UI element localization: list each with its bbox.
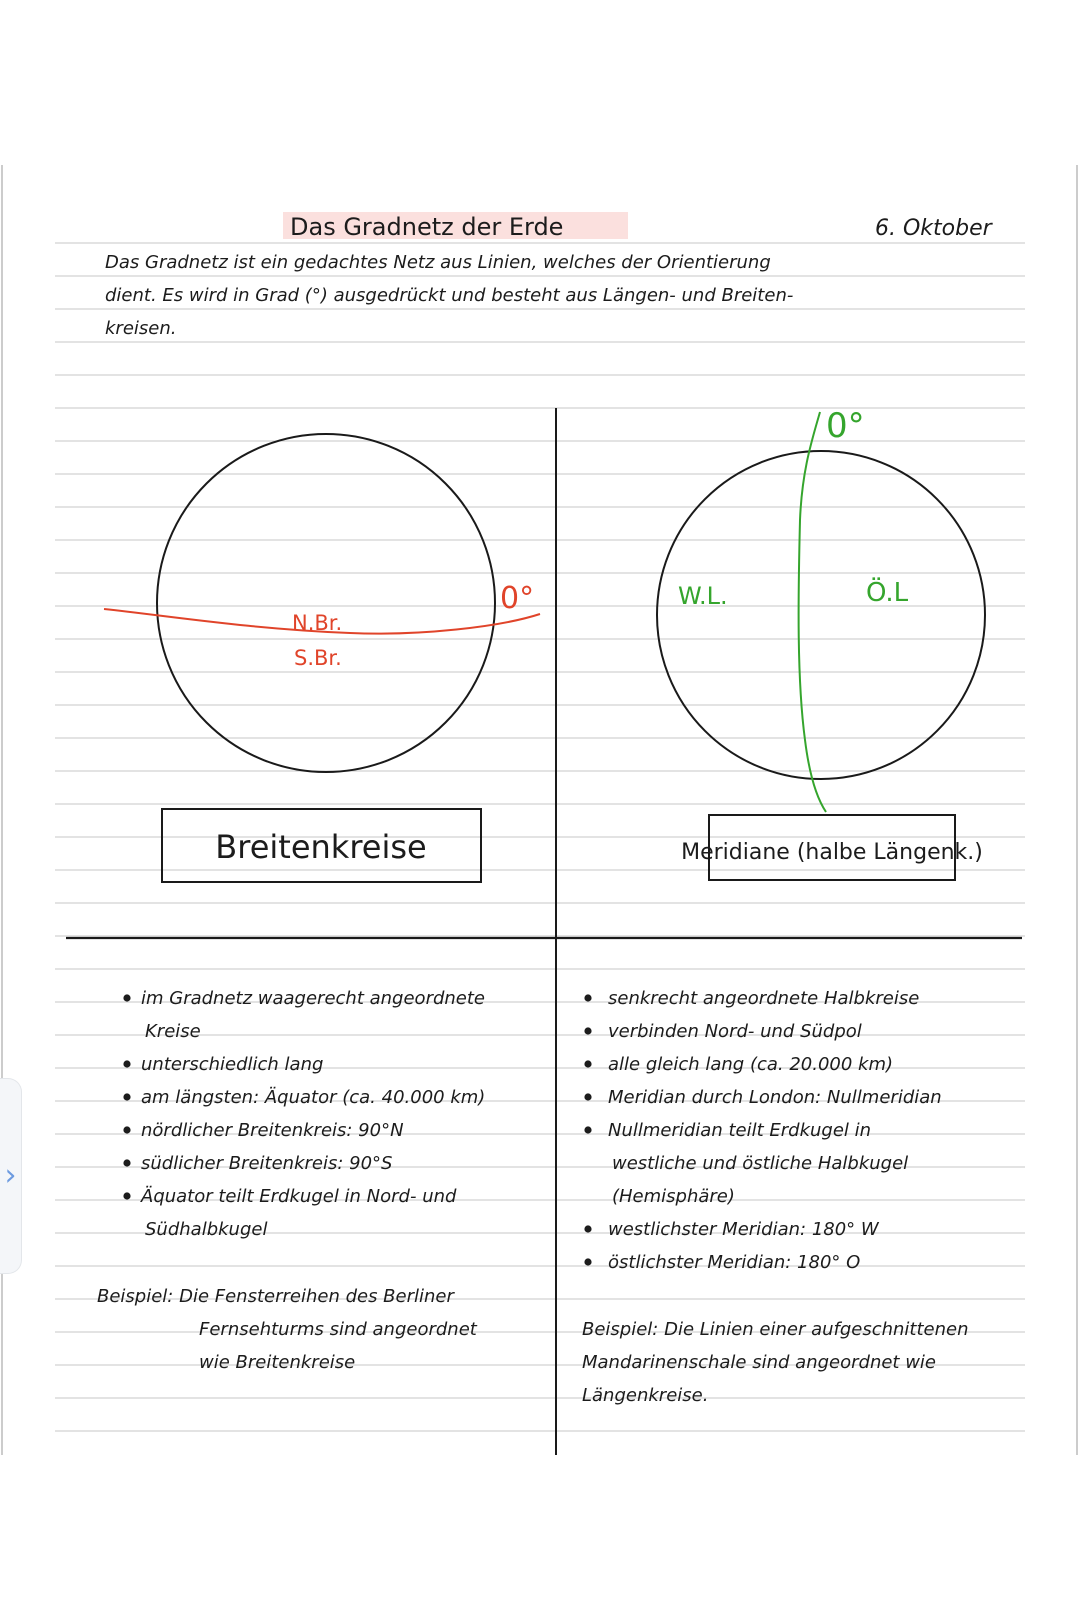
- west-longitude-label: W.L.: [678, 582, 728, 610]
- intro-line-1: Das Gradnetz ist ein gedachtes Netz aus Linien, welches der Orientierung: [105, 252, 771, 273]
- meridian-diagram: [657, 406, 985, 880]
- bullet-dot: [123, 1159, 130, 1166]
- meridian-fact-text: senkrecht angeordnete Halbkreise: [608, 988, 920, 1009]
- page-title: Das Gradnetz der Erde: [290, 213, 564, 241]
- bullet-dot: [123, 1126, 130, 1133]
- latitude-fact-text: Äquator teilt Erdkugel in Nord- und: [141, 1186, 457, 1207]
- intro-line-2: dient. Es wird in Grad (°) ausgedrückt und besteht aus Längen- und Breiten-: [105, 285, 794, 306]
- globe-left: [157, 434, 495, 772]
- latitude-fact-text: am längsten: Äquator (ca. 40.000 km): [141, 1087, 486, 1108]
- prime-meridian-line: [799, 412, 826, 812]
- latitude-example-line: Fernsehturms sind angeordnet: [199, 1319, 477, 1340]
- latitude-fact-text: nördlicher Breitenkreis: 90°N: [141, 1120, 404, 1141]
- bullet-dot: [584, 1225, 591, 1232]
- latitude-facts-list: [123, 988, 485, 1240]
- latitude-example-line: wie Breitenkreise: [199, 1352, 356, 1373]
- meridian-fact-text: Nullmeridian teilt Erdkugel in: [608, 1120, 872, 1141]
- ruled-lines: [55, 243, 1025, 1431]
- bullet-dot: [584, 1093, 591, 1100]
- meridian-fact-text: Meridian durch London: Nullmeridian: [608, 1087, 942, 1108]
- page-date: 6. Oktober: [875, 216, 992, 241]
- meridian-fact-text: westliche und östliche Halbkugel: [612, 1153, 909, 1174]
- latitude-fact-text: Kreise: [145, 1021, 201, 1042]
- equator-degree-label: 0°: [500, 581, 535, 616]
- meridian-fact-text: östlichster Meridian: 180° O: [608, 1252, 861, 1273]
- meridian-fact-text: (Hemisphäre): [612, 1186, 735, 1207]
- meridian-example-line: Mandarinenschale sind angeordnet wie: [582, 1352, 936, 1373]
- meridian-fact-text: alle gleich lang (ca. 20.000 km): [608, 1054, 894, 1075]
- bullet-dot: [584, 1027, 591, 1034]
- latitude-example-line: Beispiel: Die Fensterreihen des Berliner: [97, 1286, 454, 1307]
- south-latitude-label: S.Br.: [294, 646, 342, 670]
- bullet-dot: [123, 1093, 130, 1100]
- latitude-diagram: [104, 434, 540, 882]
- latitude-example: [97, 1286, 478, 1373]
- latitude-fact-text: südlicher Breitenkreis: 90°S: [141, 1153, 393, 1174]
- bullet-dot: [584, 1126, 591, 1133]
- latitude-fact-text: Südhalbkugel: [145, 1219, 268, 1240]
- side-panel-tab[interactable]: [0, 1078, 22, 1274]
- meridian-example-line: Beispiel: Die Linien einer aufgeschnittenen: [582, 1319, 969, 1340]
- meridian-example-line: Längenkreise.: [582, 1385, 709, 1406]
- latitude-box-label: Breitenkreise: [215, 828, 427, 866]
- chevron-right-icon: ›: [4, 1158, 17, 1193]
- meridian-fact-text: verbinden Nord- und Südpol: [608, 1021, 862, 1042]
- bullet-dot: [123, 994, 130, 1001]
- globe-right: [657, 451, 985, 779]
- bullet-dot: [123, 1060, 130, 1067]
- latitude-fact-text: im Gradnetz waagerecht angeordnete: [141, 988, 486, 1009]
- meridian-degree-label: 0°: [826, 406, 865, 446]
- meridian-example: [582, 1319, 969, 1406]
- north-latitude-label: N.Br.: [292, 611, 343, 635]
- east-longitude-label: Ö.L: [866, 578, 909, 608]
- bullet-dot: [123, 1192, 130, 1199]
- intro-line-3: kreisen.: [105, 318, 177, 339]
- meridian-box-label: Meridiane (halbe Längenk.): [681, 840, 983, 865]
- bullet-dot: [584, 994, 591, 1001]
- bullet-dot: [584, 1258, 591, 1265]
- bullet-dot: [584, 1060, 591, 1067]
- meridian-facts-list: [584, 988, 941, 1273]
- meridian-fact-text: westlichster Meridian: 180° W: [608, 1219, 879, 1240]
- latitude-fact-text: unterschiedlich lang: [141, 1054, 324, 1075]
